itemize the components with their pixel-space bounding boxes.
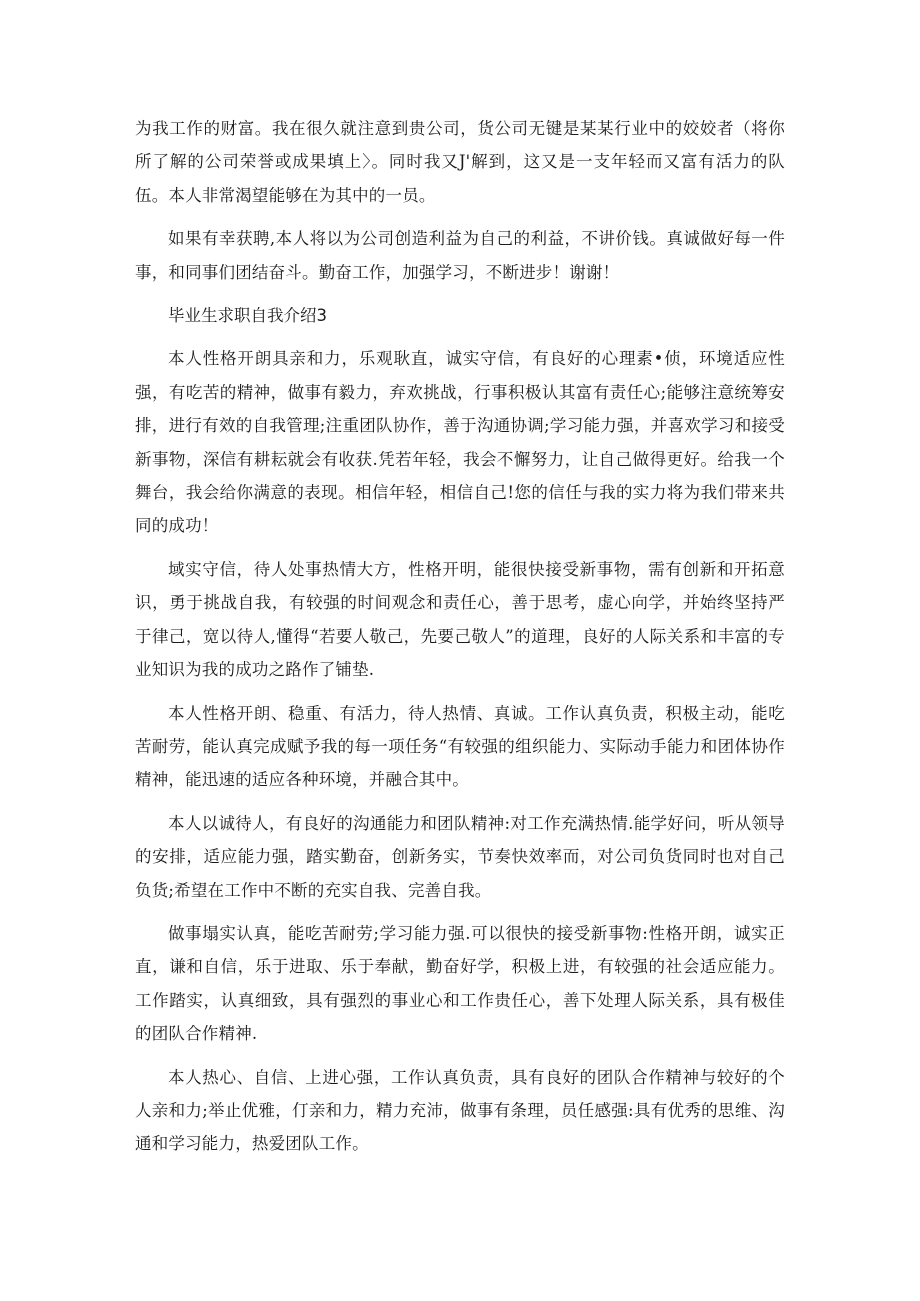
paragraph-continuation: 为我工作的财富。我在很久就注意到贵公司，货公司无键是某某行业中的姣姣者（将你所了解的公司荣誉或成果填上〉。同时我又J'解到，这又是一支年轻而又富有活力的队伍。本人非常渴望能够在为其中的一员。 — [135, 119, 785, 205]
paragraph: 本人性格开朗、稳重、有活力，待人热情、真诚。工作认真负责，积极主动，能吃苦耐劳，能认真完成赋予我的每一项任务“有较强的组织能力、实际动手能力和团体协作精神，能迅速的适应各种环境，并融合其中。 — [135, 703, 785, 790]
paragraph: 本人热心、自信、上进心强，工作认真负责，具有良好的团队合作精神与较好的个人亲和力;举止优雅，仃亲和力，精力充沛，做事有条理，员任感强:具有优秀的思维、沟通和学习能力，热爱团队工作。 — [135, 1067, 785, 1154]
paragraph-closing: 如果有幸获聘,本人将以为公司创造利益为自己的利益，不讲价钱。真诚做好每一件事，和同事们团结奋斗。勤奋工作，加强学习，不断进步！谢谢！ — [135, 229, 785, 282]
paragraph: 本人性格开朗具亲和力，乐观耿直，诚实守信，有良好的心理素•侦，环境适应性强，有吃苦的精神，做事有毅力，弃欢挑战，行事积极认其富有责任心;能够注意统筹安排，进行有效的自我管理;注重团队协作，善于沟通协调;学习能力强，并喜欢学习和接受新事物，深信有耕耘就会有收获.凭若年轻，我会不懈努力，让自己做得更好。给我一个舞台，我会给你满意的表现。相信年轻，相信自己!您的信任与我的实力将为我们带来共同的成功！ — [135, 349, 785, 536]
paragraph: 做事塌实认真，能吃苦耐劳;学习能力强.可以很快的接受新事物:性格开朗，诚实正直，谦和自信，乐于进取、乐于奉献，勤奋好学，积极上进，有较强的社会适应能力。工作踏实，认真细致，具有强烈的事业心和工作贵任心，善下处理人际关系，具有极佳的团队合作精神. — [135, 923, 785, 1044]
document-body — [135, 112, 785, 1171]
paragraph: 域实守信，待人处事热情大方，性格开明，能很快接受新事物，需有创新和开拓意识，勇于挑战自我，有较强的时间观念和责任心，善于思考，虚心向学，并始终坚持严于律己，宽以待人,懂得“若要人敬己，先要己敬人”的道理，良好的人际关系和丰富的专业知识为我的成功之路作了铺垫. — [135, 559, 785, 680]
section-heading: 毕业生求职自我介绍3 — [168, 306, 327, 326]
paragraph: 本人以诚待人，有良好的沟通能力和团队精神:对工作充满热情.能学好问，听从领导的安排，适应能力强，踏实勤奋，创新务实，节奏快效率而，对公司负货同时也对自己负货;希望在工作中不断的充实自我、完善自我。 — [135, 813, 785, 900]
